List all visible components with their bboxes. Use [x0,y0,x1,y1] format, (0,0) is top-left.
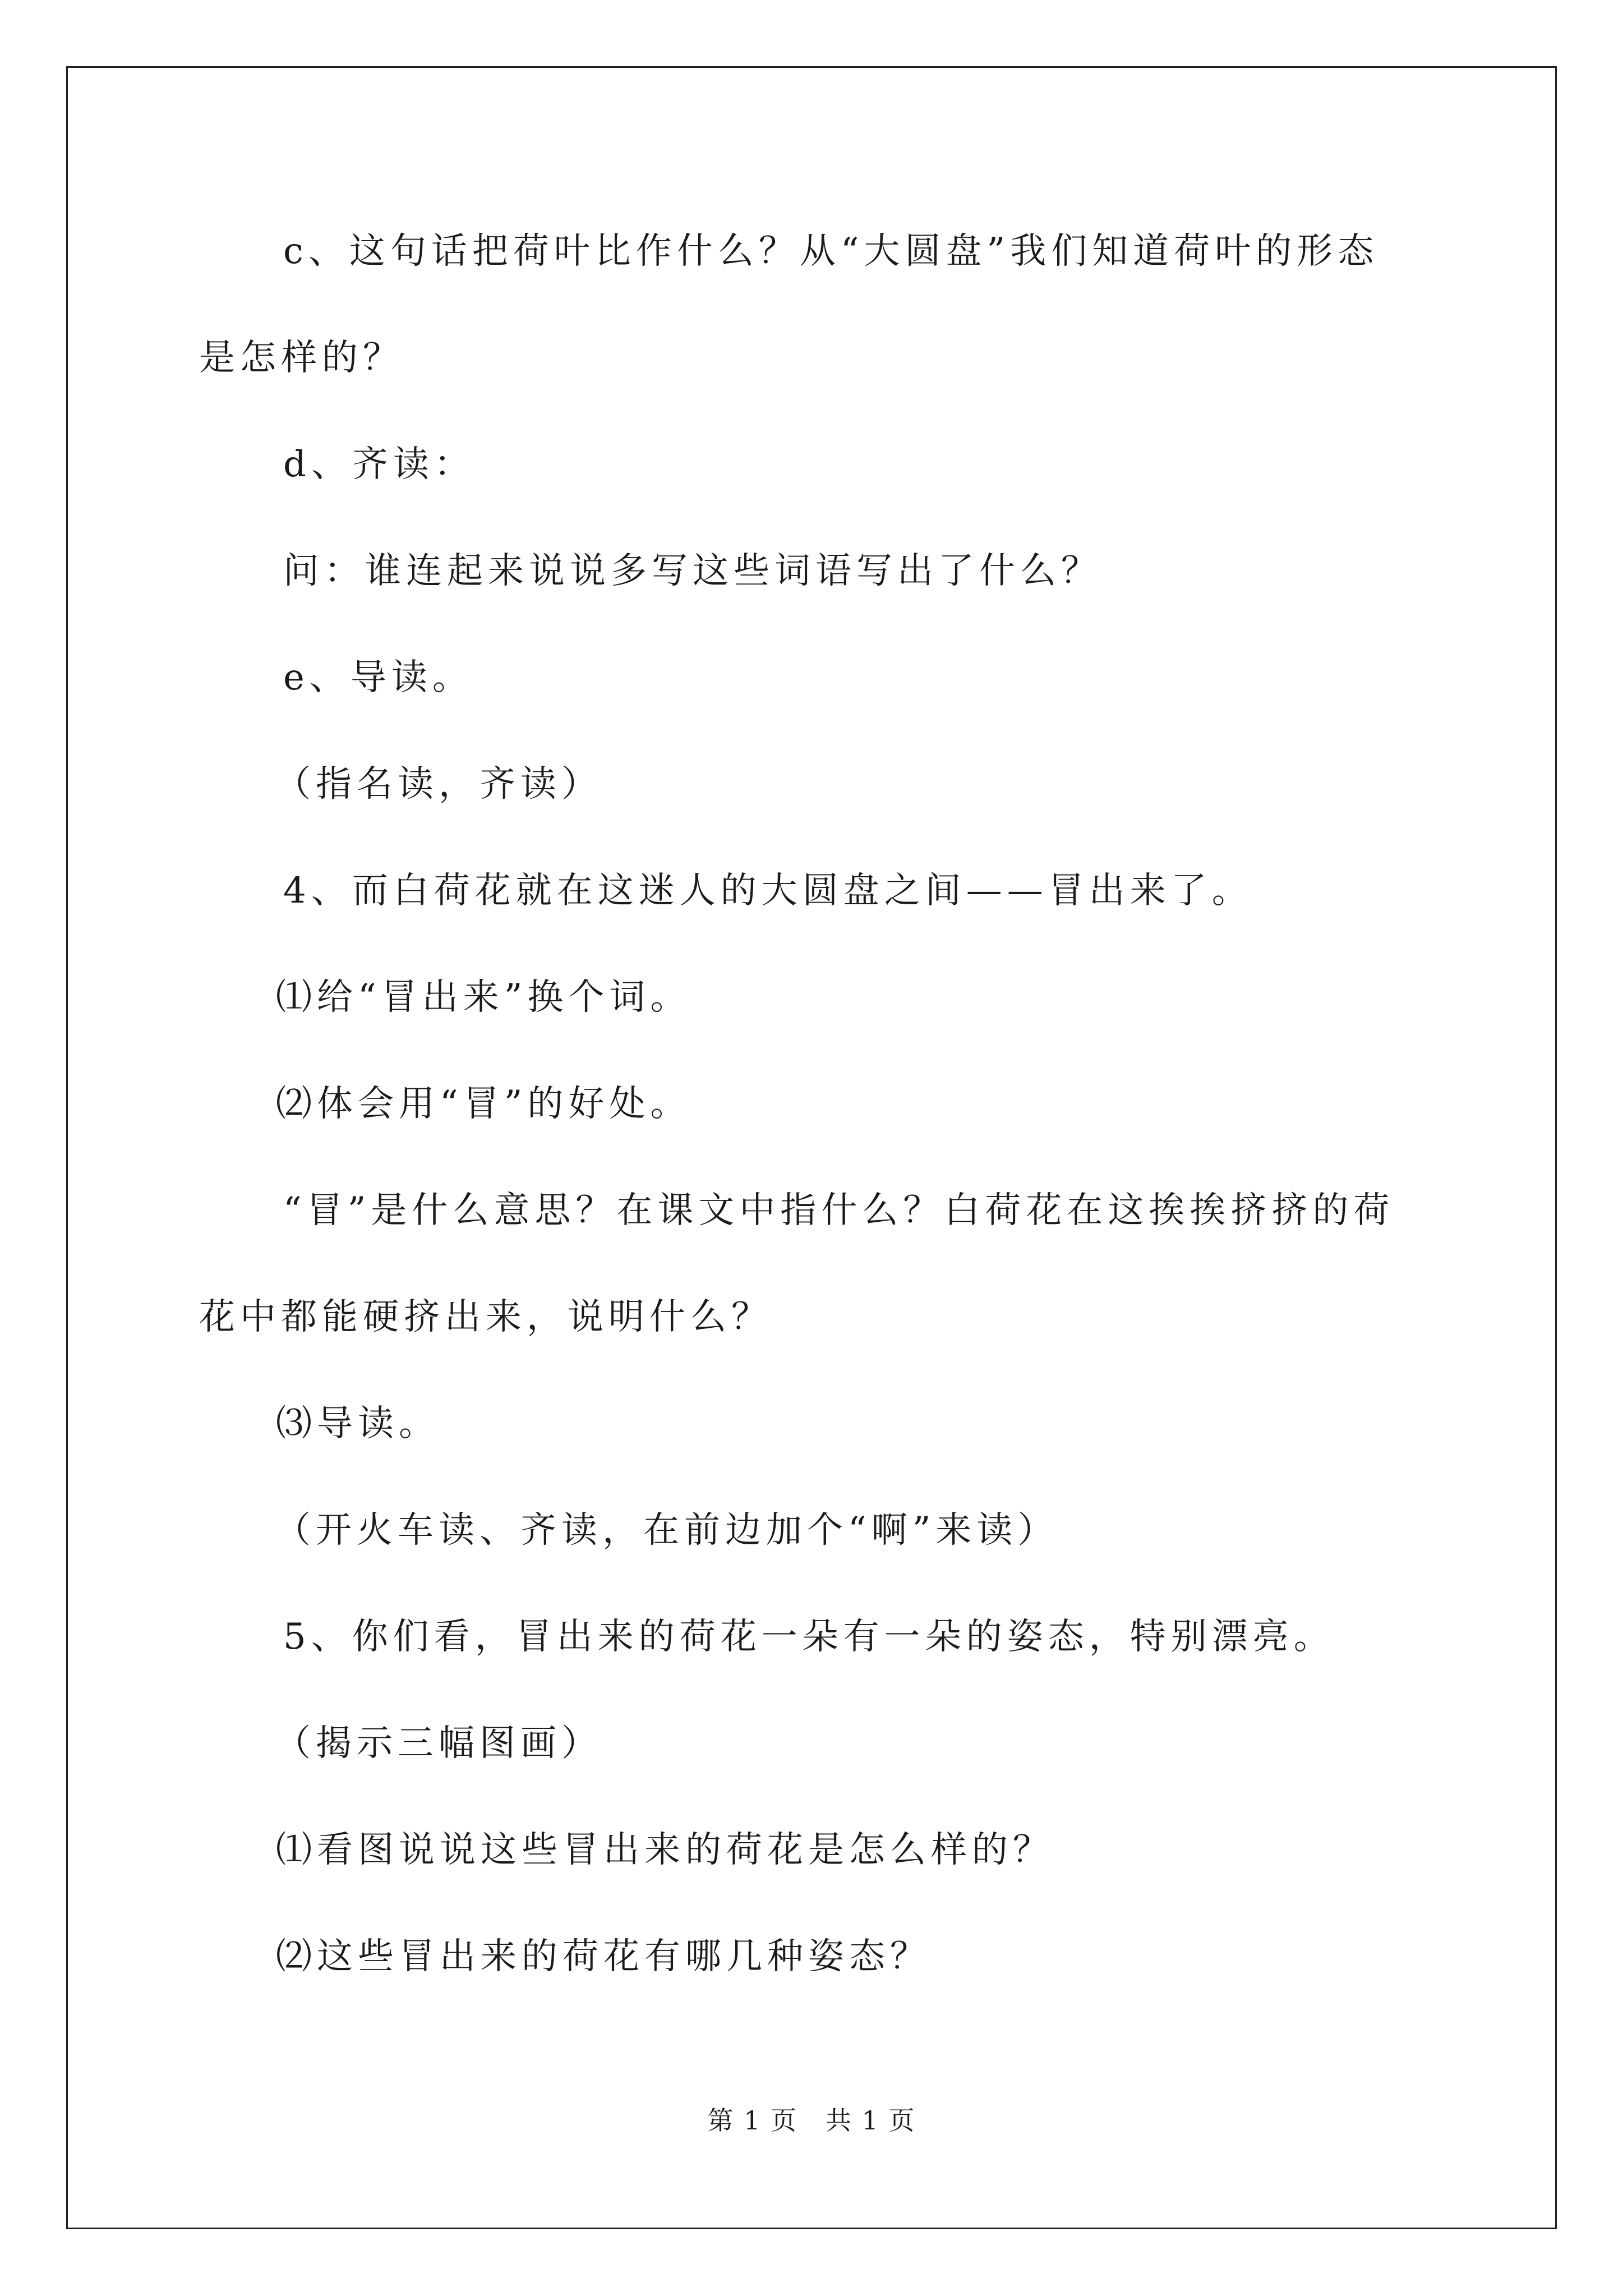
text-line-13: （开火车读、齐读，在前边加个“啊”来读） [275,1510,1059,1551]
text-line-4: 问：谁连起来说说多写这些词语写出了什么？ [283,550,1102,592]
text-line-14: 5、你们看，冒出来的荷花一朵有一朵的姿态，特别漂亮。 [283,1616,1335,1658]
text-line-7: 4、而白荷花就在这迷人的大圆盘之间——冒出来了。 [283,870,1253,912]
page-total: 共 1 页 [826,2105,916,2136]
text-line-15: （揭示三幅图画） [275,1723,602,1764]
text-line-17: ⑵这些冒出来的荷花有哪几种姿态？ [276,1936,931,1977]
text-line-1: c、这句话把荷叶比作什么？从“大圆盘”我们知道荷叶的形态 [283,231,1379,272]
text-line-3: d、齐读： [283,444,475,485]
text-line-5: e、导读。 [283,657,473,698]
text-line-16: ⑴看图说说这些冒出来的荷花是怎么样的？ [276,1829,1054,1871]
page-border [66,66,1557,2229]
text-line-8: ⑴给“冒出来”换个词。 [276,977,691,1018]
text-line-6: （指名读，齐读） [275,763,602,805]
text-line-12: ⑶导读。 [276,1403,440,1444]
text-line-2: 是怎样的？ [199,337,404,379]
text-line-9: ⑵体会用“冒”的好处。 [276,1083,691,1125]
text-line-11: 花中都能硬挤出来，说明什么？ [199,1296,772,1338]
page-footer [0,2104,1623,2137]
page-number: 第 1 页 [707,2105,797,2136]
text-line-10: “冒”是什么意思？在课文中指什么？白荷花在这挨挨挤挤的荷 [283,1190,1395,1231]
